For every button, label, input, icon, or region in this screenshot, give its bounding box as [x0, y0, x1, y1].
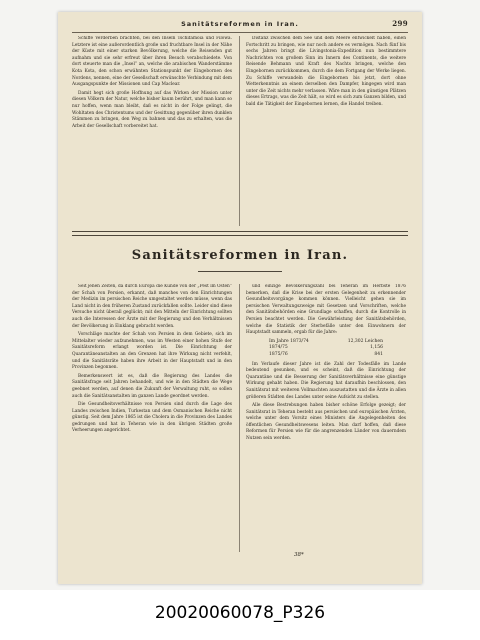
- image-caption: 20020060078_P326: [154, 603, 326, 623]
- section-rule: [72, 231, 408, 232]
- table-cell-value: 1,156: [370, 345, 383, 351]
- mortality-table: [267, 339, 385, 359]
- table-row: [267, 352, 385, 359]
- top-left-column: [72, 36, 232, 226]
- paragraph: Seit jenen Zeiten, da durch Europa die Kunde von der „Pest im Osten“ der Schah von Persien, erkannt, daß manches von den Einrichtungen der Medizin im persischen Reiche umgestaltet werden müsse, wenn das Land nicht in den früheren Zustand zurückfallen sollte. Leider sind diese Versuche nicht überall geglückt; mit den Mitteln der Einrichtung sollten auch die Interessen der Ärzte mit der Regierung und den Verhältnissen der Bevölkerung in Einklang gebracht werden.: [72, 284, 232, 329]
- paragraph: Damit hegt sich große Hoffnung auf das Wirken der Mission unter diesen Völkern der Natur, welche bisher kaum berührt, und man kann so nur hoffen, wenn man bleibt, daß es nicht in der Folge gelingt, die Wohltaten des Christentums und der Gesittung gegenüber ihren dunklen Stämmen zu bringen, den Weg zu bahnen und das zu erhalten, was die Arbeit der Gesellschaft vorbereitet hat.: [72, 90, 232, 129]
- signature-mark: 38*: [294, 552, 304, 558]
- section-rule: [72, 235, 408, 236]
- column-divider: [239, 36, 240, 226]
- paragraph: Distanz zwischen dem See und dem Meere entwickelt haben, einen Fortschritt zu bringen, wie nur noch andere es vermögen. Nach fünf bis sechs Jahren bringt die Livingstonia-Expedition nun bestimmtere Nachrichten von großem Sinn im Innern des Continents, die weitere Reisende Behmann und Kraft des Nachts bringen, welche den Eingebornen zurückkommen, durch die dem Fortgang der Werke liegen. Zu Schiffe verwandeln die Eingebornen bis jetzt, dort ohne Wetterkenntnis an einem derselben den Dampfer, hingegen wird man unter die Zeit nichts mehr verlassen. Wäre man in den günstigen Plätzen dieses Ertrags, was die Zeit hält, so wird es sich zum Ganzen bilden, und bald die Tätigkeit der Eingebornen lernen, die Handel treiben.: [246, 36, 406, 107]
- running-title: Sanitätsreformen in Iran.: [181, 20, 299, 28]
- table-cell-year: 1875/76: [269, 351, 288, 357]
- paragraph: Alle diese Bestrebungen haben bisher schöne Erfolge gezeigt; der Sanitätsrat in Teheran besteht aus persischen und europäischen Ärzten, welche unter dem Vorsitz eines Ministers die Angelegenheiten des öffentlichen Gesundheitswesens leiten. Man darf hoffen, daß diese Reformen für Persien wie für die angrenzenden Länder von dauerndem Nutzen sein werden.: [246, 403, 406, 442]
- table-cell-value: 841: [374, 351, 383, 357]
- section-title: Sanitätsreformen in Iran.: [131, 248, 349, 263]
- paragraph: Bemerkenswert ist es, daß die Regierung des Landes die Sanitätsfrage seit Jahren behandelt, und wie in den Städten die Wege geebnet werden, auf denen die Zukunft der Verwaltung ruht, so sollen auch die Sanitätsanstalten im ganzen Lande geordnet werden.: [72, 373, 232, 399]
- bottom-left-column: [72, 284, 232, 552]
- paragraph: und einzige Bevölkerungszahl bei Teheran im Herbste 1876 bemerken, daß die Krise bei der ersten Gelegenheit zu erkennender Gesundheitsvorgänge kommen können. Vielleicht gehen sie im persischen Verwaltungszweige mit Gesetzen und Vorschriften, welche den Sanitätsbehörden eine Grundlage schaffen, durch die Kontrolle in Persien beachtet werden. Die Gewährleistung der Sanitätsbehörden, welche die Statistik der Sterbefälle unter den Einwohnern der Hauptstadt sammeln, ergab für die Jahre:: [246, 284, 406, 336]
- table-row: [267, 345, 385, 352]
- page-number: 299: [392, 19, 408, 28]
- book-page: [58, 12, 422, 584]
- top-right-column: [246, 36, 406, 226]
- table-cell-year: Im Jahre 1873/74: [269, 338, 309, 344]
- table-cell-year: 1874/75: [269, 345, 288, 351]
- paragraph: Vorschläge machte der Schah von Persien in dem Gebiete, sich im Mittelalter wieder aufzunehmen, was im Westen einer hohen Stufe der Sanitätsreform erlangt worden ist. Die Einrichtung der Quarantäneanstalten an den Grenzen hat ihre Wirkung nicht verfehlt, und die Sanitätsräte haben ihre Arbeit in der Hauptstadt und in den Provinzen begonnen.: [72, 332, 232, 371]
- paragraph: Schiffe Verderben brachten, bei den Inseln Tschifamoia und Filowa. Letztere ist eine außerordentlich große und fruchtbare Insel in der Nähe der Küste mit einer starken Bevölkerung, welche die Reisenden gut aufnahm und sie sehr erfreut über ihren Besuch verabschiedete. Von dort steuerte man die „Insel“ an, welche die arabischen Wanderstämme Kota Kota, den schon erwähnten Stationspunkt der Eingebornen des Nordens, nennen, eine der Gesellschaft erwünschte Verbindung mit dem Ausgangspunkte der Missionen und Cap Maclear.: [72, 36, 232, 88]
- table-cell-value: 12,302 Leichen: [347, 338, 383, 344]
- paragraph: Im Verlaufe dieser Jahre ist die Zahl der Todesfälle im Lande bedeutend gesunken, und es scheint, daß die Einrichtung der Quarantäne und die Besserung der Sanitätsverhältnisse eine günstige Wirkung gehabt haben. Die Regierung hat daraufhin beschlossen, den Sanitätsrat mit weiteren Vollmachten auszustatten und die Ärzte in allen größeren Städten des Landes unter seine Aufsicht zu stellen.: [246, 361, 406, 400]
- header-rule: [72, 32, 408, 33]
- section-title-rule: [198, 271, 282, 272]
- column-divider: [239, 284, 240, 552]
- running-head: [72, 20, 408, 32]
- paragraph: Die Gesundheitsverhältnisse von Persien sind durch die Lage des Landes zwischen Indien, Turkestan und dem Osmanischen Reiche nicht günstig. Seit dem Jahre 1865 ist die Cholera in die Provinzen des Landes gedrungen und hat in Teheran wie in den übrigen Städten große Verheerungen angerichtet.: [72, 402, 232, 434]
- bottom-right-column: [246, 284, 406, 552]
